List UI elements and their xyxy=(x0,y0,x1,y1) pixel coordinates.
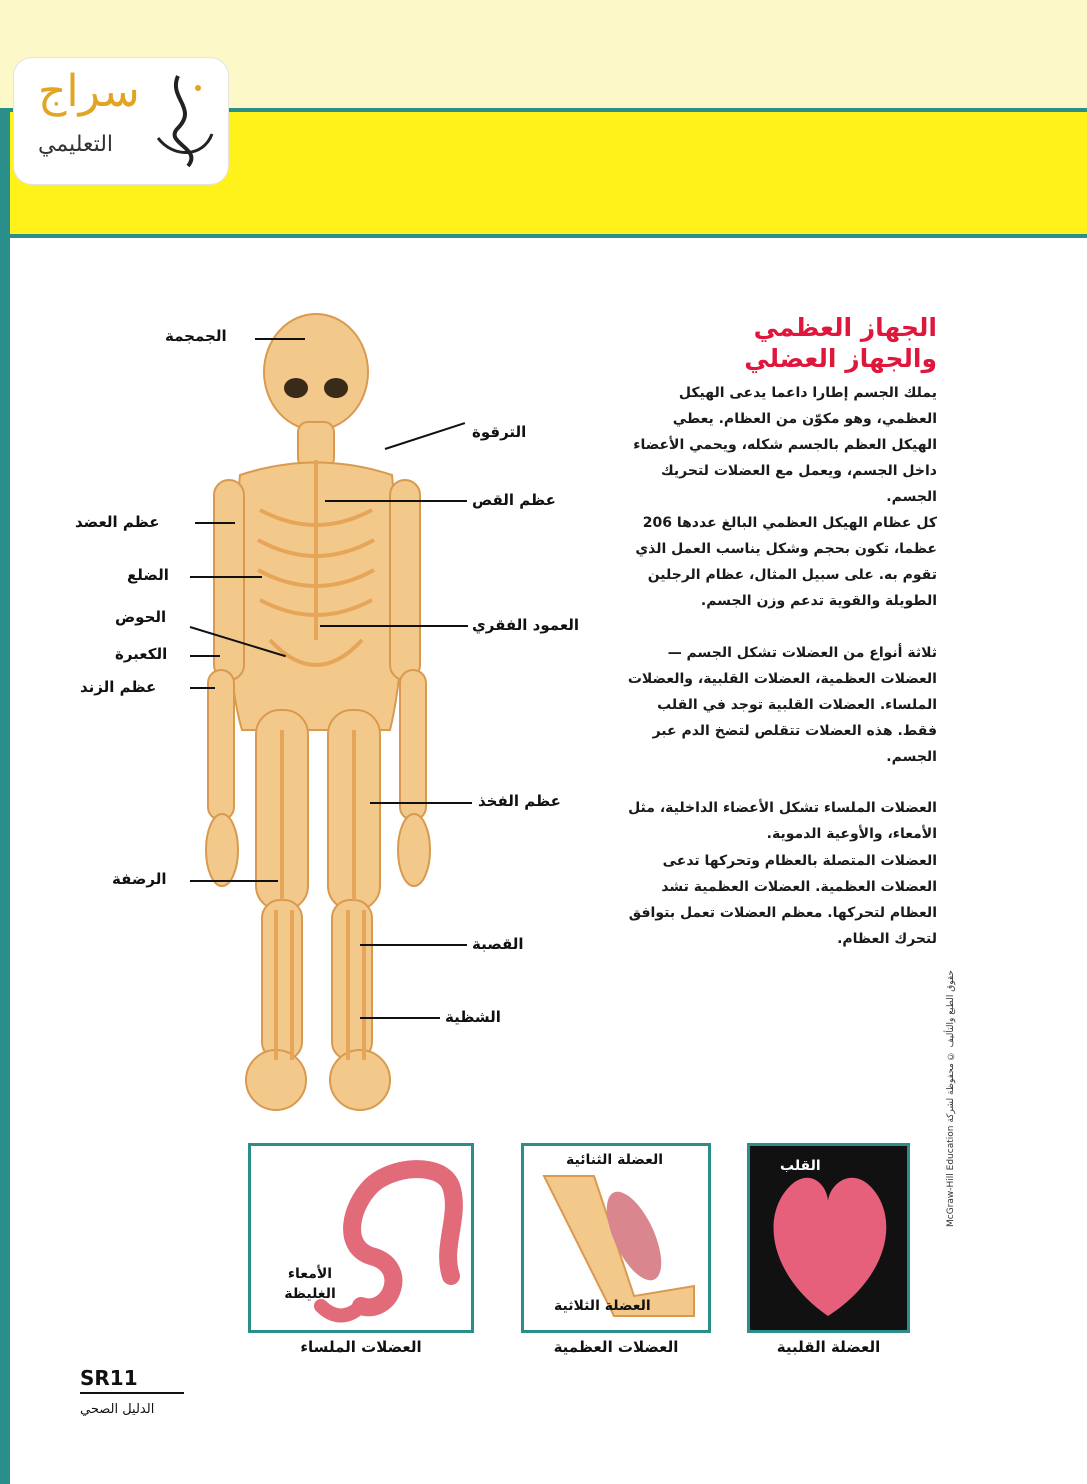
paragraph-4: العضلات الملساء تشكل الأعضاء الداخلية، مثل الأمعاء، والأوعية الدموية. xyxy=(628,800,937,842)
label-pelvis: الحوض xyxy=(115,608,167,626)
label-spine: العمود الفقري xyxy=(472,616,580,634)
label-patella: الرضفة xyxy=(112,870,167,888)
paragraph-3: ثلاثة أنواع من العضلات تشكل الجسم — العضلات العظمية، العضلات القلبية، والعضلات الملساء. العضلات القلبية توجد في القلب فقط. هذه العضلات تتقلص لتضخ الدم عبر الجسم. xyxy=(627,645,937,765)
copyright-note: حقوق الطبع والتأليف © محفوظة لشركة McGraw-Hill Education xyxy=(946,970,956,1227)
page-section: الدليل الصحي xyxy=(80,1402,155,1417)
label-radius: الكعبرة xyxy=(115,645,168,663)
leader-radius xyxy=(190,655,220,657)
leader-sternum xyxy=(325,500,467,502)
right-foot xyxy=(330,1050,390,1110)
caption-cardiac-muscle: العضلة القلبية xyxy=(776,1338,881,1356)
label-skull: الجمجمة xyxy=(165,327,227,345)
label-sternum: عظم القص xyxy=(472,491,556,509)
caption-skeletal-muscle: العضلات العظمية xyxy=(553,1338,679,1356)
section-title xyxy=(637,312,937,374)
panel-cardiac-muscle xyxy=(747,1143,910,1333)
title-line-2: والجهاز العضلي xyxy=(744,344,937,373)
left-forearm xyxy=(208,670,234,820)
label-triceps: العضلة الثلاثية xyxy=(554,1298,651,1314)
leader-skull xyxy=(255,338,305,340)
page-number-rule xyxy=(80,1392,184,1394)
right-forearm xyxy=(400,670,426,820)
caption-smooth-muscle: العضلات الملساء xyxy=(300,1338,422,1356)
left-shin xyxy=(262,900,302,1060)
label-clavicle: الترقوة xyxy=(472,423,527,441)
leader-patella xyxy=(190,880,278,882)
label-femur: عظم الفخذ xyxy=(478,792,561,810)
logo-main-text: سراج xyxy=(38,66,140,117)
paragraph-5: العضلات المتصلة بالعظام وتحركها تدعى العضلات العظمية. العضلات العظمية تشد العظام لتحركها. معظم العضلات تعمل بتوافق لتحرك العظام. xyxy=(628,853,937,947)
label-tibia: القصبة xyxy=(472,935,524,953)
leader-humerus xyxy=(195,522,235,524)
head xyxy=(264,314,368,430)
label-ulna: عظم الزند xyxy=(80,678,157,696)
logo-card xyxy=(14,58,228,184)
leader-femur xyxy=(370,802,472,804)
page-number: SR11 xyxy=(80,1366,138,1390)
leader-ulna xyxy=(190,687,215,689)
paragraph-2: كل عظام الهيكل العظمي البالغ عددها 206 عظما، تكون بحجم وشكل يناسب العمل الذي تقوم به. على سبيل المثال، عظام الرجلين الطويلة والقوية تدعم وزن الجسم. xyxy=(635,515,937,609)
title-line-1: الجهاز العظمي xyxy=(753,313,937,342)
panel-skeletal-muscle xyxy=(521,1143,711,1333)
label-rib: الضلع xyxy=(127,566,169,584)
heart-illustration xyxy=(750,1146,907,1330)
label-humerus: عظم العضد xyxy=(75,513,160,531)
right-hand xyxy=(398,814,430,886)
paragraph-1: يملك الجسم إطارا داعما يدعى الهيكل العظمي، وهو مكوّن من العظام. يعطي الهيكل العظم بالجسم شكله، ويحمي الأعضاء داخل الجسم، ويعمل مع العضلات لتحريك الجسم. xyxy=(633,385,937,505)
label-large-intestine: الأمعاء الغليظة xyxy=(284,1266,336,1302)
logo-sub-text: التعليمي xyxy=(38,132,114,157)
calligraphy-logo-icon xyxy=(148,68,218,174)
leader-spine xyxy=(320,625,468,627)
label-biceps: العضلة الثنائية xyxy=(566,1152,664,1168)
left-hand xyxy=(206,814,238,886)
label-heart: القلب xyxy=(780,1158,821,1174)
right-upper-arm xyxy=(390,480,420,680)
left-upper-arm xyxy=(214,480,244,680)
panel-smooth-muscle xyxy=(248,1143,474,1333)
leader-tibia xyxy=(360,944,467,946)
leader-fibula xyxy=(360,1017,440,1019)
left-margin-rule xyxy=(0,108,10,1484)
label-fibula: الشظية xyxy=(445,1008,501,1026)
leader-rib xyxy=(190,576,262,578)
